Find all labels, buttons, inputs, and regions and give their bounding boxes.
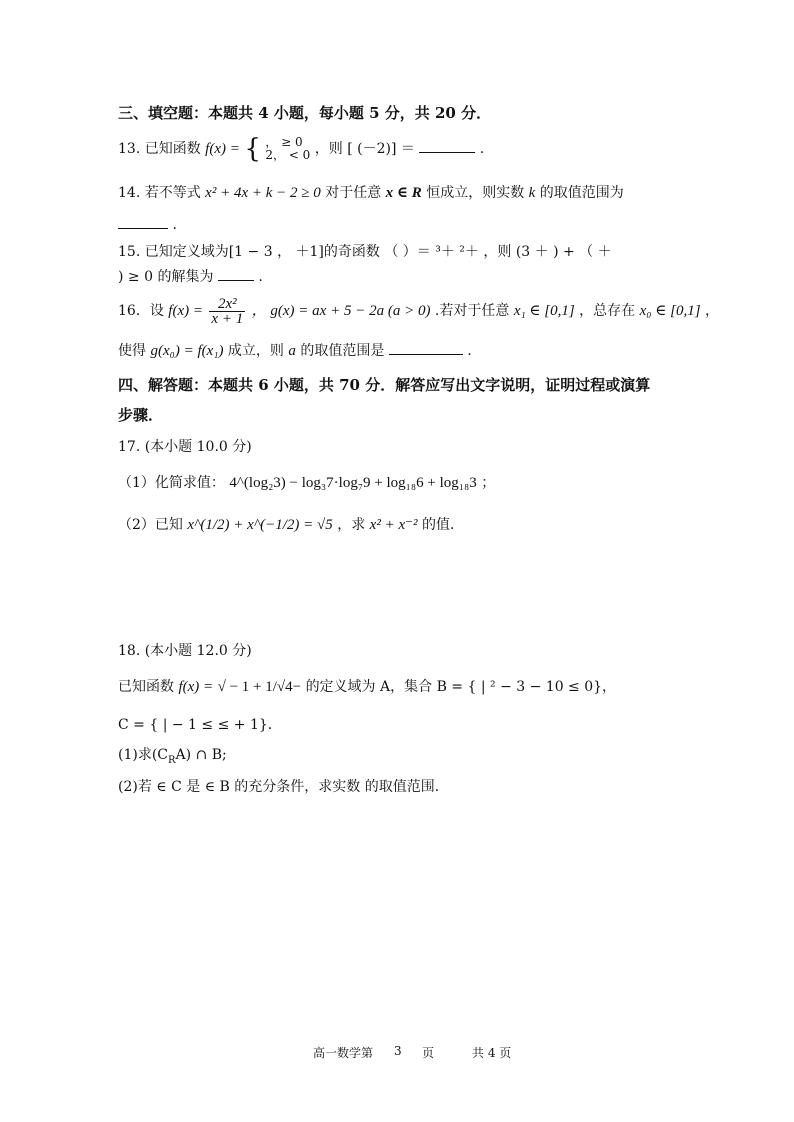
question-18-line2: C = { | − 1 ≤ ≤ + 1}． [118, 717, 282, 733]
q17-p2-mid: ，求 [337, 517, 366, 533]
q18-line1-mid: 的定义域为 A，集合 B = { | ² − 3 − 10 ≤ 0}， [305, 679, 617, 695]
question-16-line1 [118, 293, 719, 329]
q13-case1-b: ≥ 0 [281, 135, 303, 149]
section-4-title-line1: 四、解答题：本题共 6 小题，共 70 分．解答应写出文字说明，证明过程或演算 [118, 376, 651, 394]
q16-text1: .若对于任意 [434, 303, 510, 319]
footer-left: 高一数学第 [313, 1046, 374, 1060]
question-18-part1 [118, 746, 227, 770]
q17-p2-label: （2）已知 [118, 517, 183, 533]
q16-x1: x₁ ∈ [0,1] [513, 303, 575, 319]
q16-line2-suffix: 的取值范围是 [300, 343, 385, 359]
q13-end: . [479, 141, 485, 157]
footer-page-number: 3 [394, 1044, 402, 1058]
q16-fraction-den: x + 1 [211, 310, 244, 327]
q18-p1: (1)求(C [118, 747, 169, 763]
question-17-part1 [118, 474, 495, 492]
q13-answer-blank[interactable] [419, 138, 475, 153]
footer-mid: 页 [422, 1046, 435, 1060]
question-18-part2: (2)若 ∈ C 是 ∈ B 的充分条件，求实数 的取值范围． [118, 779, 449, 795]
section-3-title: 三、填空题：本题共 4 小题，每小题 5 分，共 20 分． [118, 104, 492, 122]
q15-line2-prefix: ) ≥ 0 的解集为 [118, 269, 214, 285]
q16-x0: x₀ ∈ [0,1] [639, 303, 701, 319]
q18-p1-rest: A) ∩ B; [175, 747, 227, 763]
q17-p1-expression: 4^(log₂3) − log₃7·log₇9 + log₁₈6 + log₁₈3 [229, 475, 477, 491]
q16-fraction-num: 2x² [209, 297, 245, 312]
q18-fx: f(x) = [178, 679, 214, 695]
q14-mid1: 对于任意 [325, 185, 382, 201]
q17-p1-end: ； [481, 475, 496, 491]
q14-prefix: 14. 若不等式 [118, 185, 201, 201]
q16-fraction [209, 297, 245, 326]
q13-case2-b: < 0 [288, 148, 311, 162]
q14-inequality: x² + 4x + k − 2 ≥ 0 [205, 185, 321, 201]
q16-end: . [467, 343, 472, 359]
q14-suffix: 的取值范围为 [539, 185, 624, 201]
question-14-line1 [118, 184, 624, 202]
q16-a: a [288, 343, 296, 359]
question-13 [118, 136, 484, 162]
question-15-line2 [118, 266, 263, 286]
q18-expression: √ − 1 + 1/√4− [217, 679, 302, 695]
q14-end: . [172, 217, 177, 233]
question-17-header: 17. (本小题 10.0 分) [118, 439, 252, 455]
q17-p2-expression: x^(1/2) + x^(−1/2) = √5 [187, 517, 333, 533]
q16-equation: g(x₀) = f(x₁) [150, 343, 224, 359]
q16-text2: ，总存在 [579, 303, 636, 319]
q16-line2-prefix: 使得 [118, 343, 146, 359]
q18-line1-prefix: 已知函数 [118, 679, 174, 695]
q17-p1-label: （1）化简求值： [118, 475, 225, 491]
q13-case2-a: 2， [265, 148, 285, 162]
q14-answer-blank[interactable] [118, 214, 168, 229]
footer-total: 共 4 页 [472, 1046, 512, 1060]
question-14-line2 [118, 214, 177, 234]
q13-cases [265, 136, 310, 162]
q14-mid2: 恒成立，则实数 [426, 185, 525, 201]
q16-f-def: f(x) = [168, 303, 203, 319]
q14-k: k [528, 185, 536, 201]
section-4-title-line2: 步骤． [118, 406, 164, 424]
q14-x-in-r: x ∈ R [385, 185, 422, 201]
question-18-line1 [118, 678, 616, 696]
q13-case1-a: ， [265, 135, 278, 149]
q16-g-def: ， g(x) = ax + 5 − 2a (a > 0) [251, 303, 431, 319]
q16-line2-mid: 成立，则 [227, 343, 284, 359]
q17-p2-end: 的值． [421, 517, 464, 533]
q13-mid: ，则 [ (－2)] ＝ [314, 141, 415, 157]
question-16-line2 [118, 340, 472, 360]
q13-fx: f(x) = [205, 141, 240, 157]
question-15-line1: 15. 已知定义域为[1 − 3 ， ＋1]的奇函数 （ ）＝ ³＋ ²＋ ，则 (3 ＋ ) + （ ＋ [118, 244, 612, 260]
q15-answer-blank[interactable] [218, 266, 254, 281]
q13-brace: { [244, 134, 261, 164]
question-18-header: 18. (本小题 12.0 分) [118, 643, 252, 659]
q15-end: . [258, 269, 263, 285]
q16-text3: ， [704, 303, 719, 319]
q18-p1-sub: R [168, 754, 176, 766]
q16-label: 16．设 [118, 303, 164, 319]
q17-p2-target: x² + x⁻² [369, 517, 418, 533]
question-17-part2 [118, 516, 464, 534]
q16-answer-blank[interactable] [389, 340, 463, 355]
q13-prefix: 13. 已知函数 [118, 141, 201, 157]
